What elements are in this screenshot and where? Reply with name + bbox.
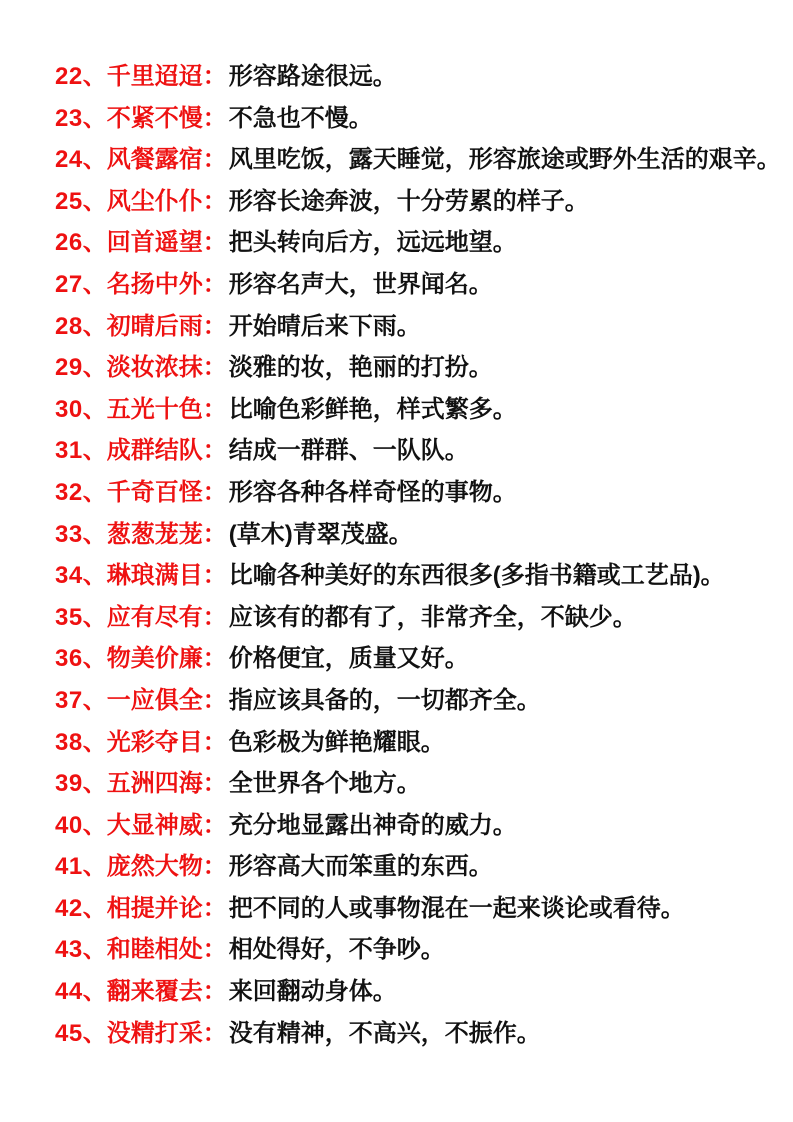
entry-separator: 、	[82, 520, 107, 548]
entry-definition: 比喻色彩鲜艳，样式繁多。	[228, 395, 517, 423]
entry-number: 35	[55, 603, 83, 631]
entry-definition: 形容各种各样奇怪的事物。	[228, 478, 517, 506]
entry-label	[55, 978, 227, 1005]
entry-label	[55, 936, 227, 963]
entry-number: 38	[55, 728, 83, 756]
list-item	[55, 389, 773, 431]
list-item	[55, 680, 773, 722]
list-item	[55, 805, 773, 847]
entry-label	[55, 770, 227, 797]
entry-label	[55, 853, 227, 880]
entry-number: 25	[55, 187, 83, 215]
entry-definition: 价格便宜，质量又好。	[228, 645, 469, 673]
entry-definition: 全世界各个地方。	[228, 770, 421, 798]
entry-term: 千奇百怪	[106, 478, 203, 506]
entry-term: 千里迢迢	[106, 63, 203, 90]
entry-number: 27	[55, 270, 83, 298]
entry-colon: ：	[202, 229, 227, 257]
list-item	[55, 347, 773, 389]
entry-number: 34	[55, 562, 83, 590]
entry-definition: 充分地显露出神奇的威力。	[228, 811, 517, 839]
entry-separator: 、	[82, 686, 107, 714]
entry-colon: ：	[202, 645, 227, 673]
list-item	[55, 514, 773, 556]
entry-label	[55, 188, 227, 215]
entry-colon: ：	[202, 603, 227, 631]
idiom-list	[55, 56, 781, 1054]
entry-colon: ：	[202, 187, 227, 215]
entry-definition: 把头转向后方，远远地望。	[228, 229, 517, 257]
entry-definition: 形容名声大，世界闻名。	[228, 270, 493, 298]
entry-separator: 、	[82, 853, 107, 881]
entry-term: 名扬中外	[106, 270, 203, 298]
entry-number: 44	[55, 978, 83, 1006]
entry-number: 24	[55, 146, 83, 174]
entry-label	[55, 313, 227, 340]
entry-colon: ：	[202, 146, 227, 174]
entry-number: 28	[55, 312, 83, 340]
entry-label	[55, 687, 227, 714]
entry-colon: ：	[202, 354, 227, 382]
list-item	[55, 222, 773, 264]
list-item	[55, 971, 773, 1013]
entry-separator: 、	[82, 63, 107, 90]
entry-term: 没精打采	[106, 1019, 203, 1047]
entry-label	[55, 271, 227, 298]
entry-colon: ：	[202, 270, 227, 298]
entry-separator: 、	[82, 1019, 107, 1047]
entry-definition: 开始晴后来下雨。	[228, 312, 421, 340]
entry-term: 琳琅满目	[106, 562, 203, 590]
entry-colon: ：	[202, 312, 227, 340]
list-item	[55, 1013, 773, 1055]
entry-label	[55, 479, 227, 506]
entry-definition: 相处得好，不争吵。	[228, 936, 445, 964]
list-item	[55, 846, 773, 888]
entry-separator: 、	[82, 603, 107, 631]
entry-separator: 、	[82, 645, 107, 673]
entry-separator: 、	[82, 146, 107, 174]
entry-number: 43	[55, 936, 83, 964]
list-item	[55, 139, 781, 181]
entry-number: 26	[55, 229, 83, 257]
entry-number: 32	[55, 478, 83, 506]
entry-term: 应有尽有	[106, 603, 203, 631]
entry-number: 36	[55, 645, 83, 673]
list-item	[55, 638, 773, 680]
list-item	[55, 555, 773, 597]
entry-number: 23	[55, 104, 83, 132]
entry-term: 一应俱全	[106, 686, 203, 714]
entry-definition: 结成一群群、一队队。	[228, 437, 469, 465]
entry-label	[55, 105, 227, 132]
list-item	[55, 763, 773, 805]
entry-colon: ：	[202, 853, 227, 881]
entry-definition: 应该有的都有了，非常齐全，不缺少。	[228, 603, 637, 631]
entry-separator: 、	[82, 312, 107, 340]
entry-colon: ：	[202, 1019, 227, 1047]
entry-term: 风尘仆仆	[106, 187, 203, 215]
entry-definition: 淡雅的妆，艳丽的打扮。	[228, 354, 493, 382]
list-item	[55, 929, 773, 971]
entry-number: 40	[55, 811, 83, 839]
entry-term: 五光十色	[106, 395, 203, 423]
entry-separator: 、	[82, 187, 107, 215]
entry-definition: 色彩极为鲜艳耀眼。	[228, 728, 445, 756]
entry-separator: 、	[82, 229, 107, 257]
entry-number: 29	[55, 354, 83, 382]
list-item	[55, 264, 773, 306]
entry-definition: 形容长途奔波，十分劳累的样子。	[228, 187, 589, 215]
entry-number: 30	[55, 395, 83, 423]
entry-term: 不紧不慢	[106, 104, 203, 132]
entry-separator: 、	[82, 811, 107, 839]
entry-colon: ：	[202, 811, 227, 839]
entry-label	[55, 146, 227, 173]
entry-definition: 风里吃饭，露天睡觉，形容旅途或野外生活的艰辛。	[228, 146, 781, 174]
entry-term: 葱葱茏茏	[106, 520, 203, 548]
entry-number: 22	[55, 63, 83, 90]
entry-label	[55, 604, 227, 631]
entry-number: 31	[55, 437, 83, 465]
entry-label	[55, 1020, 227, 1047]
entry-term: 庞然大物	[106, 853, 203, 881]
entry-number: 45	[55, 1019, 83, 1047]
entry-label	[55, 895, 227, 922]
entry-label	[55, 521, 227, 548]
entry-separator: 、	[82, 354, 107, 382]
entry-term: 相提并论	[106, 894, 203, 922]
list-item	[55, 430, 773, 472]
list-item	[55, 472, 773, 514]
entry-separator: 、	[82, 437, 107, 465]
entry-label	[55, 63, 227, 90]
entry-separator: 、	[82, 270, 107, 298]
entry-separator: 、	[82, 978, 107, 1006]
entry-term: 成群结队	[106, 437, 203, 465]
entry-label	[55, 729, 227, 756]
entry-separator: 、	[82, 936, 107, 964]
list-item	[55, 306, 773, 348]
entry-colon: ：	[202, 894, 227, 922]
entry-definition: (草木)青翠茂盛。	[228, 520, 413, 548]
entry-term: 五洲四海	[106, 770, 203, 798]
entry-separator: 、	[82, 894, 107, 922]
entry-separator: 、	[82, 478, 107, 506]
entry-colon: ：	[202, 104, 227, 132]
entry-label	[55, 354, 227, 381]
entry-term: 大显神威	[106, 811, 203, 839]
entry-definition: 没有精神，不高兴，不振作。	[228, 1019, 541, 1047]
entry-definition: 指应该具备的，一切都齐全。	[228, 686, 541, 714]
entry-term: 初晴后雨	[106, 312, 203, 340]
entry-colon: ：	[202, 978, 227, 1006]
entry-colon: ：	[202, 686, 227, 714]
list-item	[55, 597, 773, 639]
entry-number: 41	[55, 853, 83, 881]
list-item	[55, 722, 773, 764]
entry-definition: 来回翻动身体。	[228, 978, 397, 1006]
entry-term: 回首遥望	[106, 229, 203, 257]
entry-term: 和睦相处	[106, 936, 203, 964]
list-item	[55, 181, 773, 223]
entry-definition: 形容路途很远。	[228, 63, 397, 90]
entry-number: 37	[55, 686, 83, 714]
entry-term: 风餐露宿	[106, 146, 203, 174]
entry-definition: 形容高大而笨重的东西。	[228, 853, 493, 881]
entry-colon: ：	[202, 936, 227, 964]
entry-label	[55, 396, 227, 423]
list-item	[55, 56, 773, 98]
entry-colon: ：	[202, 63, 227, 90]
entry-separator: 、	[82, 562, 107, 590]
entry-definition: 把不同的人或事物混在一起来谈论或看待。	[228, 894, 685, 922]
entry-definition: 比喻各种美好的东西很多(多指书籍或工艺品)。	[228, 562, 725, 590]
entry-colon: ：	[202, 520, 227, 548]
entry-separator: 、	[82, 770, 107, 798]
entry-colon: ：	[202, 437, 227, 465]
entry-separator: 、	[82, 728, 107, 756]
entry-term: 光彩夺目	[106, 728, 203, 756]
entry-label	[55, 229, 227, 256]
entry-label	[55, 645, 227, 672]
list-item	[55, 888, 773, 930]
entry-colon: ：	[202, 728, 227, 756]
entry-colon: ：	[202, 770, 227, 798]
entry-term: 翻来覆去	[106, 978, 203, 1006]
entry-number: 42	[55, 894, 83, 922]
entry-colon: ：	[202, 478, 227, 506]
entry-label	[55, 437, 227, 464]
entry-colon: ：	[202, 562, 227, 590]
entry-colon: ：	[202, 395, 227, 423]
entry-label	[55, 562, 227, 589]
entry-definition: 不急也不慢。	[228, 104, 373, 132]
entry-term: 物美价廉	[106, 645, 203, 673]
entry-number: 39	[55, 770, 83, 798]
entry-separator: 、	[82, 104, 107, 132]
list-item	[55, 98, 773, 140]
entry-number: 33	[55, 520, 83, 548]
entry-separator: 、	[82, 395, 107, 423]
entry-label	[55, 812, 227, 839]
entry-term: 淡妆浓抹	[106, 354, 203, 382]
